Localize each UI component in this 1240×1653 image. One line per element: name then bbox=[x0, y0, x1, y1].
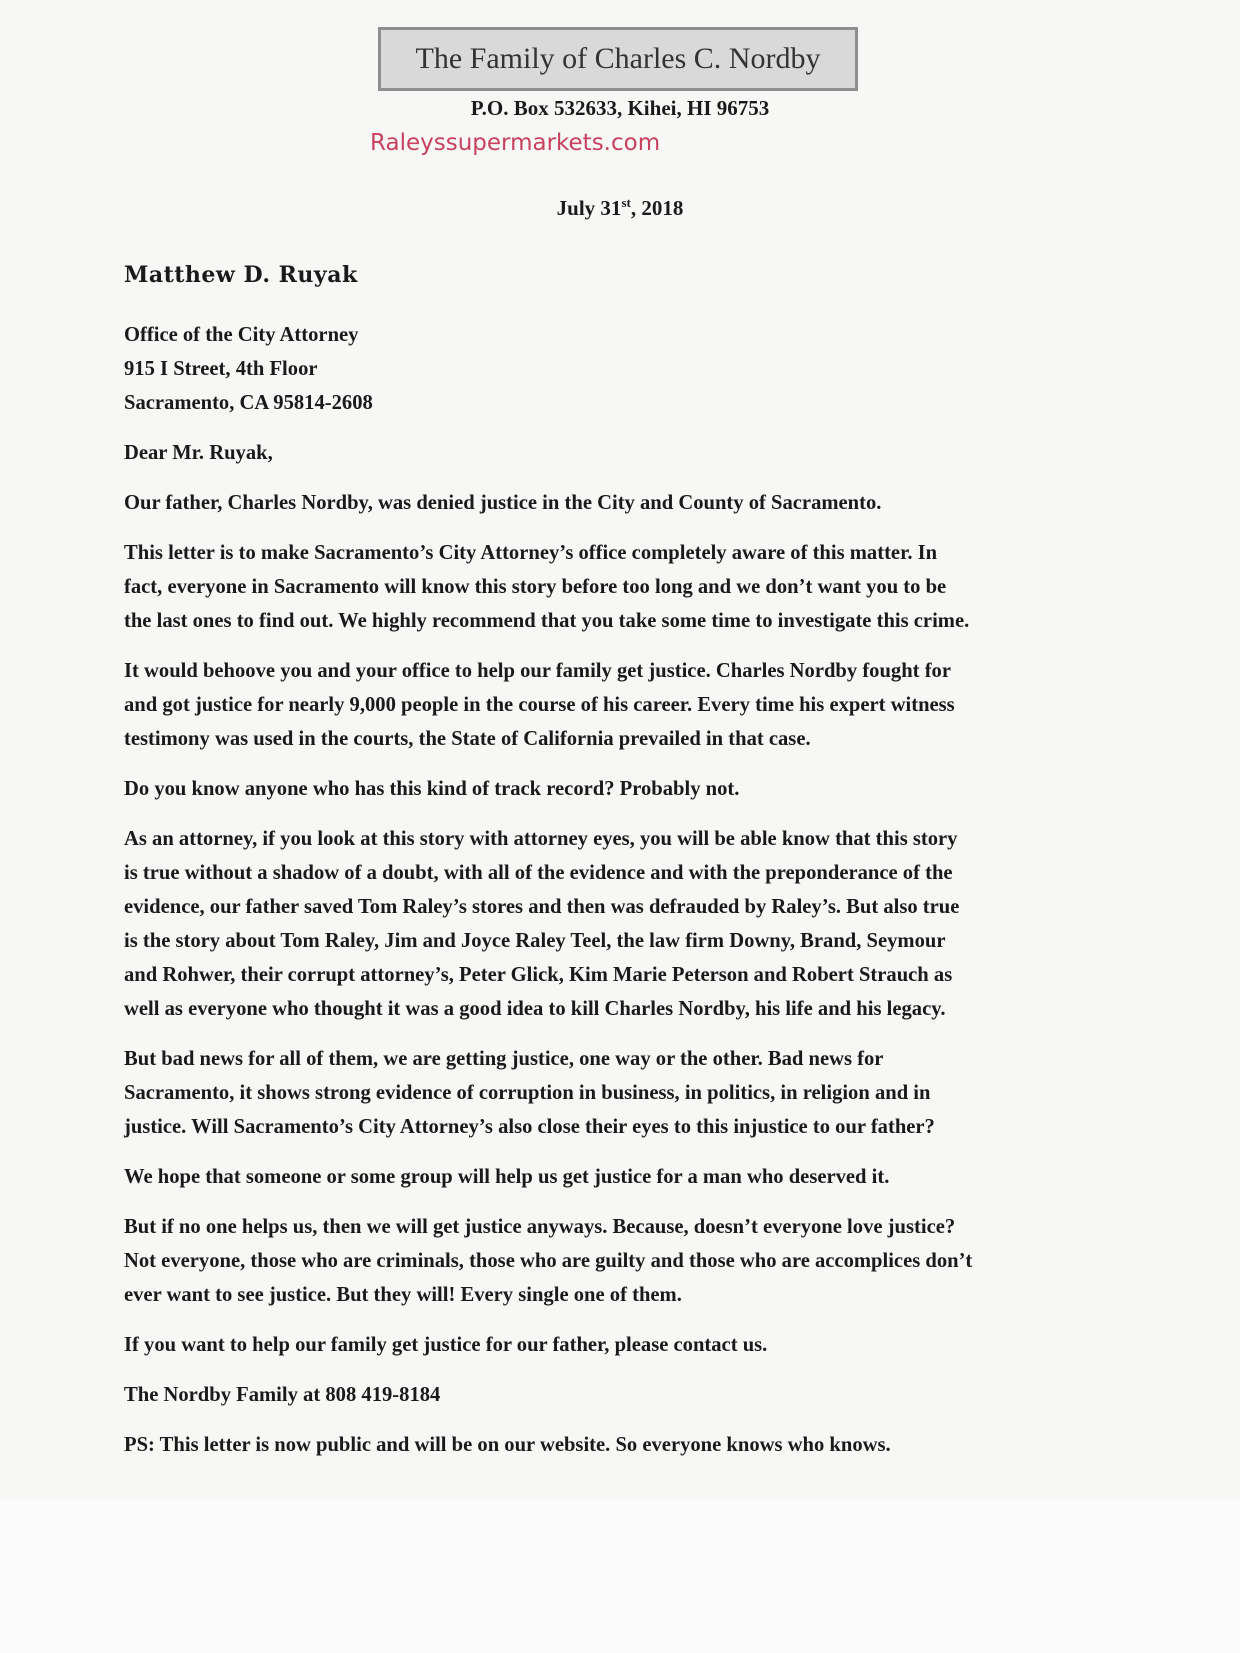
paragraph-line: testimony was used in the courts, the State of California prevailed in that case. bbox=[124, 728, 811, 750]
body-paragraph bbox=[124, 1160, 1144, 1194]
date-day: July 31 bbox=[556, 196, 622, 220]
body-paragraph bbox=[124, 654, 1144, 756]
date-year: , 2018 bbox=[630, 196, 684, 220]
paragraph-line: is true without a shadow of a doubt, with all of the evidence and with the preponderance of the bbox=[124, 862, 953, 884]
paragraph-line: PS: This letter is now public and will be on our website. So everyone knows who knows. bbox=[124, 1434, 891, 1456]
paragraph-line: Not everyone, those who are criminals, those who are guilty and those who are accomplices don’t bbox=[124, 1250, 973, 1272]
body-paragraph bbox=[124, 536, 1144, 638]
paragraph-line: justice. Will Sacramento’s City Attorney’s also close their eyes to this injustice to our father? bbox=[124, 1116, 935, 1138]
paragraph-line: Our father, Charles Nordby, was denied justice in the City and County of Sacramento. bbox=[124, 492, 882, 514]
letter-body bbox=[124, 318, 1144, 1478]
paragraph-line: The Nordby Family at 808 419-8184 bbox=[124, 1384, 441, 1406]
salutation-text: Dear Mr. Ruyak, bbox=[124, 442, 273, 464]
paragraph-line: Do you know anyone who has this kind of track record? Probably not. bbox=[124, 778, 740, 800]
website-link[interactable]: Raleyssupermarkets.com bbox=[370, 130, 661, 156]
letterhead-title-box bbox=[378, 27, 858, 91]
body-paragraph bbox=[124, 1210, 1144, 1312]
body-paragraph bbox=[124, 772, 1144, 806]
body-paragraph bbox=[124, 1378, 1144, 1412]
paragraph-line: is the story about Tom Raley, Jim and Joyce Raley Teel, the law firm Downy, Brand, Seymour bbox=[124, 930, 946, 952]
paragraph-line: the last ones to find out. We highly recommend that you take some time to investigate this crime. bbox=[124, 610, 970, 632]
paragraph-line: fact, everyone in Sacramento will know this story before too long and we don’t want you to be bbox=[124, 576, 947, 598]
paragraph-line: evidence, our father saved Tom Raley’s stores and then was defrauded by Raley’s. But also true bbox=[124, 896, 960, 918]
body-paragraph bbox=[124, 486, 1144, 520]
paragraph-line: We hope that someone or some group will help us get justice for a man who deserved it. bbox=[124, 1166, 890, 1188]
letter-date bbox=[0, 195, 1240, 221]
paragraph-line: As an attorney, if you look at this story with attorney eyes, you will be able know that this story bbox=[124, 828, 958, 850]
recipient-address bbox=[124, 318, 1144, 420]
paragraph-line: ever want to see justice. But they will! Every single one of them. bbox=[124, 1284, 682, 1306]
date-suffix: st bbox=[621, 195, 631, 210]
address-line: 915 I Street, 4th Floor bbox=[124, 358, 318, 380]
address-line: Office of the City Attorney bbox=[124, 324, 359, 346]
body-paragraph bbox=[124, 1328, 1144, 1362]
letterhead-address: P.O. Box 532633, Kihei, HI 96753 bbox=[470, 96, 770, 120]
paragraph-line: If you want to help our family get justice for our father, please contact us. bbox=[124, 1334, 768, 1356]
recipient-name: Matthew D. Ruyak bbox=[124, 262, 358, 288]
page-bottom-margin bbox=[0, 1500, 1240, 1653]
paragraph-line: It would behoove you and your office to help our family get justice. Charles Nordby fought for bbox=[124, 660, 951, 682]
paragraph-line: But bad news for all of them, we are getting justice, one way or the other. Bad news for bbox=[124, 1048, 884, 1070]
body-paragraph bbox=[124, 1428, 1144, 1462]
address-line: Sacramento, CA 95814-2608 bbox=[124, 392, 373, 414]
letterhead-title: The Family of Charles C. Nordby bbox=[415, 42, 821, 75]
paragraph-line: and got justice for nearly 9,000 people in the course of his career. Every time his expert witness bbox=[124, 694, 955, 716]
paragraph-line: and Rohwer, their corrupt attorney’s, Peter Glick, Kim Marie Peterson and Robert Strauch as bbox=[124, 964, 953, 986]
paragraph-line: well as everyone who thought it was a good idea to kill Charles Nordby, his life and his legacy. bbox=[124, 998, 946, 1020]
paragraph-line: But if no one helps us, then we will get justice anyways. Because, doesn’t everyone love justice? bbox=[124, 1216, 956, 1238]
paragraph-line: This letter is to make Sacramento’s City Attorney’s office completely aware of this matter. In bbox=[124, 542, 938, 564]
paragraph-line: Sacramento, it shows strong evidence of corruption in business, in politics, in religion and in bbox=[124, 1082, 931, 1104]
salutation bbox=[124, 436, 1144, 470]
body-paragraph bbox=[124, 822, 1144, 1026]
body-paragraph bbox=[124, 1042, 1144, 1144]
